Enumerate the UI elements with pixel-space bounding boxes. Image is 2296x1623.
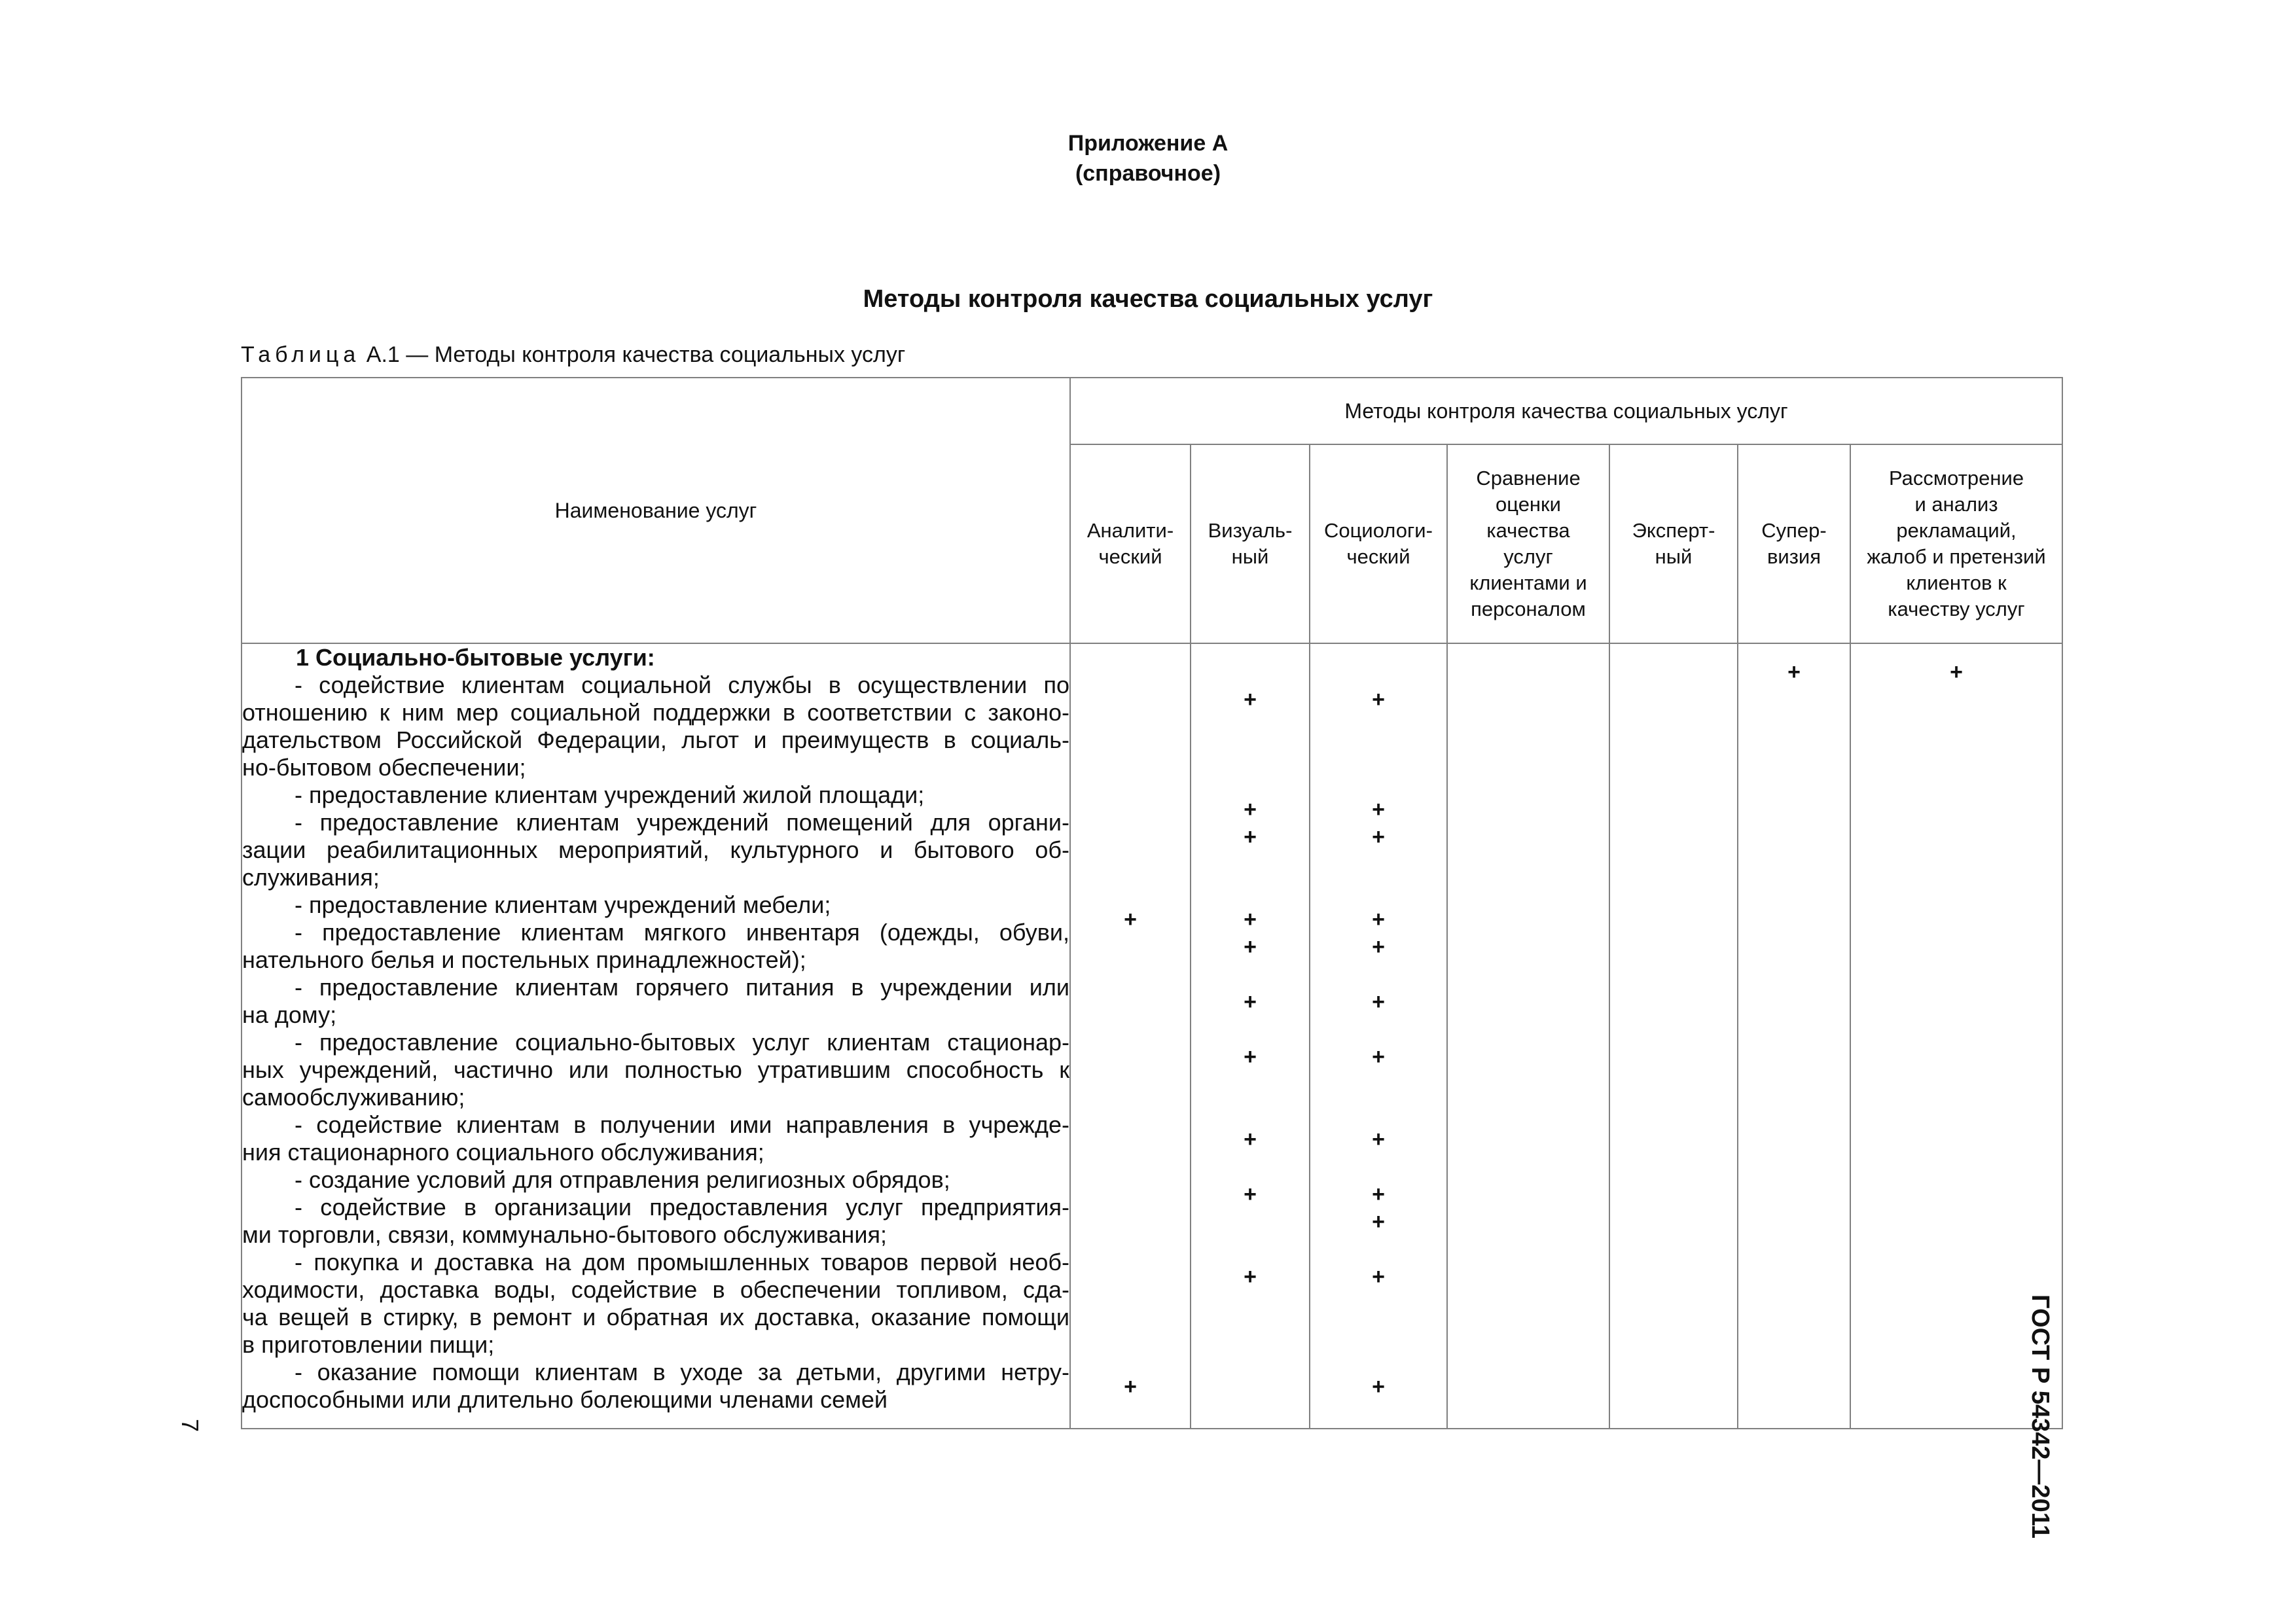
service-line: - предоставление клиентам горячего питания в учреждении или bbox=[295, 974, 1069, 1001]
service-line: - содействие в организации предоставления услуг предприятия- bbox=[295, 1194, 1069, 1221]
plus-mark: + bbox=[1372, 935, 1385, 959]
plus-mark: + bbox=[1244, 1182, 1257, 1207]
service-line: на дому; bbox=[242, 1001, 337, 1028]
plus-mark: + bbox=[1372, 687, 1385, 712]
plus-mark: + bbox=[1244, 1044, 1257, 1069]
methods-table bbox=[241, 377, 2063, 1429]
service-line: но-бытовом обеспечении; bbox=[242, 754, 526, 781]
plus-mark: + bbox=[1244, 990, 1257, 1014]
method-header-supervision: Супер- визия bbox=[1738, 444, 1850, 643]
service-line: служивания; bbox=[242, 864, 380, 891]
service-line: в приготовлении пищи; bbox=[242, 1331, 495, 1358]
section-heading: 1 Социально-бытовые услуги: bbox=[296, 644, 655, 671]
service-line: ных учреждений, частично или полностью утратившим способность к bbox=[242, 1056, 1069, 1083]
plus-mark: + bbox=[1372, 1209, 1385, 1234]
plus-mark: + bbox=[1950, 660, 1963, 685]
table-caption bbox=[241, 340, 905, 369]
plus-mark: + bbox=[1372, 825, 1385, 849]
service-line: - создание условий для отправления религиозных обрядов; bbox=[295, 1166, 950, 1193]
standard-side-label: ГОСТ Р 54342—2011 bbox=[2026, 1294, 2054, 1539]
plus-mark: + bbox=[1787, 660, 1801, 685]
plus-mark: + bbox=[1372, 1182, 1385, 1207]
service-line: ми торговли, связи, коммунально-бытового обслуживания; bbox=[242, 1221, 888, 1248]
appendix-label: Приложение А bbox=[1067, 131, 1229, 156]
service-line: ча вещей в стирку, в ремонт и обратная их доставка, оказание помощи bbox=[242, 1304, 1069, 1330]
method-header-analytic: Аналити- ческий bbox=[1070, 444, 1191, 643]
plus-mark: + bbox=[1372, 1374, 1385, 1399]
plus-mark: + bbox=[1372, 1264, 1385, 1289]
plus-mark: + bbox=[1244, 797, 1257, 822]
service-line: ния стационарного социального обслуживания; bbox=[242, 1139, 764, 1166]
service-line: - содействие клиентам в получении ими направления в учрежде- bbox=[295, 1111, 1069, 1138]
method-header-visual: Визуаль- ный bbox=[1191, 444, 1310, 643]
marks-sociological bbox=[1310, 643, 1447, 1429]
appendix-type: (справочное) bbox=[1075, 161, 1221, 186]
page-title: Методы контроля качества социальных услуг bbox=[863, 285, 1433, 313]
service-line: - предоставление социально-бытовых услуг клиентам стационар- bbox=[295, 1029, 1069, 1056]
services-cell bbox=[242, 643, 1070, 1429]
appendix-heading bbox=[0, 128, 2296, 188]
plus-mark: + bbox=[1244, 687, 1257, 712]
plus-mark: + bbox=[1244, 935, 1257, 959]
page-number: 7 bbox=[177, 1419, 204, 1433]
service-line: - предоставление клиентам учреждений жилой площади; bbox=[295, 781, 925, 808]
service-line: - оказание помощи клиентам в уходе за детьми, другими нетру- bbox=[295, 1359, 1069, 1385]
plus-mark: + bbox=[1244, 907, 1257, 932]
table-caption-prefix: Таблица bbox=[241, 342, 361, 367]
plus-mark: + bbox=[1124, 1374, 1137, 1399]
plus-mark: + bbox=[1124, 907, 1137, 932]
service-line: - предоставление клиентам учреждений мебели; bbox=[295, 891, 831, 918]
methods-group-header: Методы контроля качества социальных услуг bbox=[1070, 378, 2062, 444]
method-header-expert: Эксперт- ный bbox=[1609, 444, 1738, 643]
method-header-complaints: Рассмотрение и анализ рекламаций, жалоб и претензий клиентов к качеству услуг bbox=[1850, 444, 2062, 643]
service-line: доспособными или длительно болеющими членами семей bbox=[242, 1386, 888, 1413]
method-header-comparison: Сравнение оценки качества услуг клиентами и персоналом bbox=[1447, 444, 1609, 643]
marks-analytic bbox=[1070, 643, 1191, 1429]
marks-comparison bbox=[1447, 643, 1609, 1429]
service-line: зации реабилитационных мероприятий, культурного и бытового об- bbox=[242, 836, 1069, 863]
marks-visual bbox=[1191, 643, 1310, 1429]
services-column-header: Наименование услуг bbox=[242, 378, 1070, 643]
service-line: нательного белья и постельных принадлежностей); bbox=[242, 946, 806, 973]
service-line: - покупка и доставка на дом промышленных товаров первой необ- bbox=[295, 1249, 1069, 1275]
plus-mark: + bbox=[1244, 1127, 1257, 1152]
plus-mark: + bbox=[1372, 797, 1385, 822]
service-line: - содействие клиентам социальной службы в осуществлении по bbox=[295, 671, 1069, 698]
service-line: ходимости, доставка воды, содействие в обеспечении топливом, сда- bbox=[242, 1276, 1069, 1303]
service-line: - предоставление клиентам учреждений помещений для органи- bbox=[295, 809, 1069, 836]
service-line: - предоставление клиентам мягкого инвентаря (одежды, обуви, bbox=[295, 919, 1069, 946]
table-row bbox=[242, 643, 2062, 1429]
plus-mark: + bbox=[1372, 1044, 1385, 1069]
method-header-sociological: Социологи- ческий bbox=[1310, 444, 1447, 643]
plus-mark: + bbox=[1372, 907, 1385, 932]
marks-expert bbox=[1609, 643, 1738, 1429]
table-caption-text: А.1 — Методы контроля качества социальных услуг bbox=[366, 342, 906, 367]
plus-mark: + bbox=[1372, 1127, 1385, 1152]
plus-mark: + bbox=[1244, 825, 1257, 849]
marks-supervision bbox=[1738, 643, 1850, 1429]
service-line: самообслуживанию; bbox=[242, 1084, 465, 1111]
service-line: отношению к ним мер социальной поддержки в соответствии с законо- bbox=[242, 699, 1069, 726]
plus-mark: + bbox=[1372, 990, 1385, 1014]
plus-mark: + bbox=[1244, 1264, 1257, 1289]
service-line: дательством Российской Федерации, льгот и преимуществ в социаль- bbox=[242, 726, 1069, 753]
